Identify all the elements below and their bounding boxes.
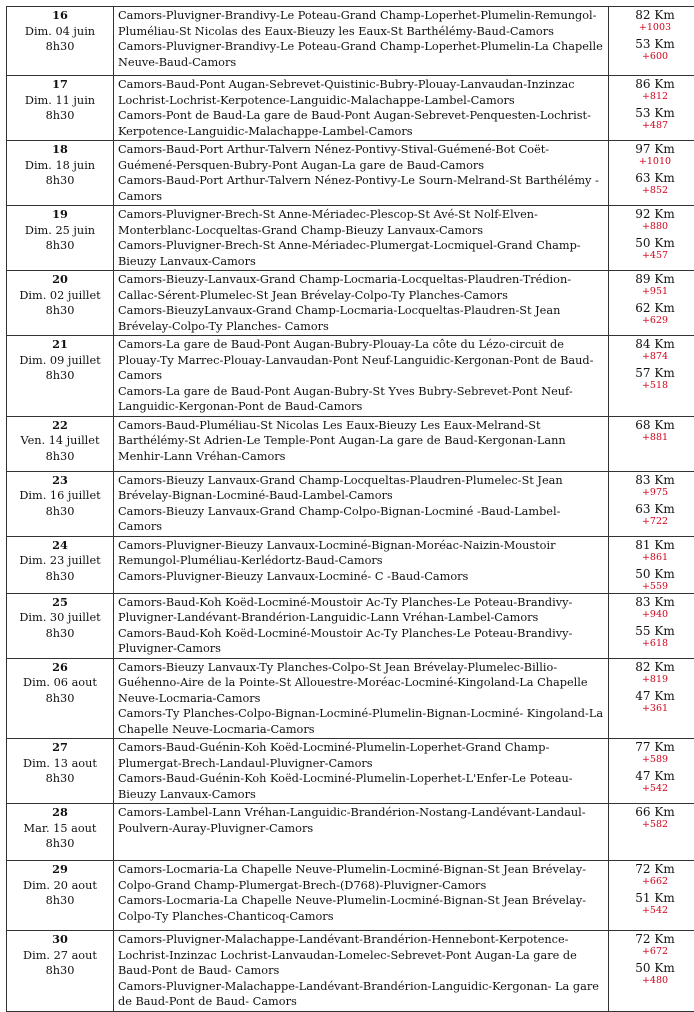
distance-cell [609, 336, 694, 417]
distance-km: 97 Km [613, 142, 694, 156]
table-row [7, 76, 694, 141]
outing-day: Dim. 04 juin [11, 24, 109, 40]
start-time: 8h30 [11, 39, 109, 55]
table-row [7, 804, 694, 861]
route-cell [114, 7, 609, 76]
route-long: Camors-Baud-Pont Augan-Sebrevet-Quistinic-Bubry-Plouay-Lanvaudan-Inzinzac Lochrist-Lochrist-Kerpotence-Languidic-Malachappe-Lambel-Camors [118, 77, 604, 108]
elevation-gain: +852 [613, 185, 694, 196]
outing-number: 22 [11, 418, 109, 434]
outing-number: 30 [11, 932, 109, 948]
elevation-gain: +940 [613, 609, 694, 620]
date-cell [7, 336, 114, 417]
outing-day: Dim. 23 juillet [11, 553, 109, 569]
distance-cell [609, 416, 694, 471]
distance-km: 84 Km [613, 337, 694, 351]
date-cell [7, 658, 114, 739]
start-time: 8h30 [11, 569, 109, 585]
route-short: Camors-Locmaria-La Chapelle Neuve-Plumelin-Locminé-Bignan-St Jean Brévelay-Colpo-Ty Planches-Chanticoq-Camors [118, 893, 604, 924]
route-cell [114, 336, 609, 417]
distance-km: 86 Km [613, 77, 694, 91]
route-cell [114, 416, 609, 471]
schedule-body [7, 7, 694, 1012]
distance-km: 50 Km [613, 567, 694, 581]
date-cell [7, 739, 114, 804]
date-cell [7, 471, 114, 536]
route-long: Camors-Pluvigner-Malachappe-Landévant-Brandérion-Hennebont-Kerpotence-Lochrist-Inzinzac Lochrist-Lanvaudan-Lomelec-Sebrevet-Pont Augan-La gare de Baud-Pont de Baud- Camors [118, 932, 604, 979]
date-cell [7, 206, 114, 271]
table-row [7, 861, 694, 931]
route-short: Camors-Pont de Baud-La gare de Baud-Pont Augan-Sebrevet-Penquesten-Lochrist-Kerpotence-Languidic-Malachappe-Lambel-Camors [118, 108, 604, 139]
route-long: Camors-Lambel-Lann Vréhan-Languidic-Brandérion-Nostang-Landévant-Landaul-Poulvern-Auray-Pluvigner-Camors [118, 805, 604, 836]
start-time: 8h30 [11, 963, 109, 979]
distance-km: 83 Km [613, 595, 694, 609]
route-long: Camors-Pluvigner-Bieuzy Lanvaux-Locminé-Bignan-Moréac-Naizin-Moustoir Remungol-Pluméliau-Kerlédortz-Baud-Camors [118, 538, 604, 569]
table-row [7, 931, 694, 1012]
route-short: Camors-Baud-Koh Koëd-Locminé-Moustoir Ac-Ty Planches-Le Poteau-Brandivy-Pluvigner-Camors [118, 626, 604, 657]
distance-km: 51 Km [613, 891, 694, 905]
outing-number: 16 [11, 8, 109, 24]
elevation-gain: +589 [613, 754, 694, 765]
route-long: Camors-Baud-Port Arthur-Talvern Nénez-Pontivy-Stival-Guémené-Bot Coët-Guémené-Persquen-Bubry-Pont Augan-La gare de Baud-Camors [118, 142, 604, 173]
table-row [7, 739, 694, 804]
outing-day: Ven. 14 juillet [11, 433, 109, 449]
route-long: Camors-Bieuzy Lanvaux-Grand Champ-Locqueltas-Plaudren-Plumelec-St Jean Brévelay-Bignan-Locminé-Baud-Lambel-Camors [118, 473, 604, 504]
date-cell [7, 271, 114, 336]
route-long: Camors-Baud-Guénin-Koh Koëd-Locminé-Plumelin-Loperhet-Grand Champ-Plumergat-Brech-Landaul-Pluvigner-Camors [118, 740, 604, 771]
route-long: Camors-Bieuzy-Lanvaux-Grand Champ-Locmaria-Locqueltas-Plaudren-Trédion-Callac-Sérent-Plumelec-St Jean Brévelay-Colpo-Ty Planches-Camors [118, 272, 604, 303]
elevation-gain: +975 [613, 487, 694, 498]
route-cell [114, 593, 609, 658]
date-cell [7, 804, 114, 861]
route-cell [114, 658, 609, 739]
elevation-gain: +672 [613, 946, 694, 957]
table-row [7, 7, 694, 76]
route-cell [114, 536, 609, 593]
outing-day: Dim. 11 juin [11, 93, 109, 109]
outing-day: Dim. 16 juillet [11, 488, 109, 504]
table-row [7, 536, 694, 593]
distance-cell [609, 861, 694, 931]
elevation-gain: +951 [613, 286, 694, 297]
distance-km: 62 Km [613, 301, 694, 315]
date-cell [7, 141, 114, 206]
table-row [7, 593, 694, 658]
outing-day: Dim. 06 aout [11, 675, 109, 691]
route-cell [114, 271, 609, 336]
distance-km: 63 Km [613, 171, 694, 185]
outing-day: Dim. 20 aout [11, 878, 109, 894]
elevation-gain: +361 [613, 703, 694, 714]
route-cell [114, 471, 609, 536]
date-cell [7, 536, 114, 593]
route-long: Camors-Locmaria-La Chapelle Neuve-Plumelin-Locminé-Bignan-St Jean Brévelay-Colpo-Grand Champ-Plumergat-Brech-(D768)-Pluvigner-Camors [118, 862, 604, 893]
distance-cell [609, 804, 694, 861]
start-time: 8h30 [11, 303, 109, 319]
table-row [7, 206, 694, 271]
distance-km: 55 Km [613, 624, 694, 638]
distance-km: 92 Km [613, 207, 694, 221]
table-row [7, 416, 694, 471]
distance-cell [609, 739, 694, 804]
elevation-gain: +819 [613, 674, 694, 685]
outing-number: 24 [11, 538, 109, 554]
outing-number: 21 [11, 337, 109, 353]
distance-cell [609, 931, 694, 1012]
date-cell [7, 76, 114, 141]
distance-km: 82 Km [613, 660, 694, 674]
elevation-gain: +487 [613, 120, 694, 131]
distance-km: 66 Km [613, 805, 694, 819]
start-time: 8h30 [11, 504, 109, 520]
distance-km: 53 Km [613, 106, 694, 120]
distance-cell [609, 536, 694, 593]
outing-day: Dim. 30 juillet [11, 610, 109, 626]
route-cell [114, 861, 609, 931]
route-short: Camors-Ty Planches-Colpo-Bignan-Locminé-Plumelin-Bignan-Locminé- Kingoland-La Chapelle Neuve-Locmaria-Camors [118, 706, 604, 737]
outing-number: 25 [11, 595, 109, 611]
distance-km: 83 Km [613, 473, 694, 487]
distance-km: 72 Km [613, 932, 694, 946]
outing-number: 23 [11, 473, 109, 489]
start-time: 8h30 [11, 238, 109, 254]
start-time: 8h30 [11, 108, 109, 124]
outing-day: Dim. 27 aout [11, 948, 109, 964]
table-row [7, 658, 694, 739]
elevation-gain: +518 [613, 380, 694, 391]
elevation-gain: +880 [613, 221, 694, 232]
route-long: Camors-Baud-Pluméliau-St Nicolas Les Eaux-Bieuzy Les Eaux-Melrand-St Barthélémy-St Adrien-Le Temple-Pont Augan-La gare de Baud-Kergonan-Lann Menhir-Lann Vréhan-Camors [118, 418, 604, 465]
outing-number: 17 [11, 77, 109, 93]
route-short: Camors-Baud-Port Arthur-Talvern Nénez-Pontivy-Le Sourn-Melrand-St Barthélémy -Camors [118, 173, 604, 204]
table-row [7, 471, 694, 536]
elevation-gain: +629 [613, 315, 694, 326]
route-short: Camors-Pluvigner-Bieuzy Lanvaux-Locminé- C -Baud-Camors [118, 569, 604, 585]
schedule-table [6, 6, 694, 1012]
outing-day: Mar. 15 aout [11, 821, 109, 837]
start-time: 8h30 [11, 893, 109, 909]
elevation-gain: +542 [613, 905, 694, 916]
route-long: Camors-Bieuzy Lanvaux-Ty Planches-Colpo-St Jean Brévelay-Plumelec-Billio-Guéhenno-Aire de la Pointe-St Allouestre-Moréac-Locminé-Kingoland-La Chapelle Neuve-Locmaria-Camors [118, 660, 604, 707]
distance-cell [609, 76, 694, 141]
distance-km: 89 Km [613, 272, 694, 286]
date-cell [7, 861, 114, 931]
distance-cell [609, 141, 694, 206]
elevation-gain: +542 [613, 783, 694, 794]
distance-km: 82 Km [613, 8, 694, 22]
start-time: 8h30 [11, 771, 109, 787]
distance-km: 77 Km [613, 740, 694, 754]
date-cell [7, 931, 114, 1012]
route-short: Camors-Pluvigner-Malachappe-Landévant-Brandérion-Languidic-Kergonan- La gare de Baud-Pont de Baud- Camors [118, 979, 604, 1010]
elevation-gain: +582 [613, 819, 694, 830]
route-short: Camors-Pluvigner-Brandivy-Le Poteau-Grand Champ-Loperhet-Plumelin-La Chapelle Neuve-Baud-Camors [118, 39, 604, 70]
elevation-gain: +861 [613, 552, 694, 563]
route-cell [114, 931, 609, 1012]
distance-cell [609, 206, 694, 271]
route-long: Camors-Pluvigner-Brandivy-Le Poteau-Grand Champ-Loperhet-Plumelin-Remungol-Pluméliau-St Nicolas des Eaux-Bieuzy les Eaux-St Barthélémy-Baud-Camors [118, 8, 604, 39]
route-cell [114, 206, 609, 271]
outing-number: 29 [11, 862, 109, 878]
elevation-gain: +600 [613, 51, 694, 62]
outing-number: 19 [11, 207, 109, 223]
distance-km: 63 Km [613, 502, 694, 516]
distance-km: 68 Km [613, 418, 694, 432]
date-cell [7, 7, 114, 76]
elevation-gain: +662 [613, 876, 694, 887]
outing-day: Dim. 18 juin [11, 158, 109, 174]
elevation-gain: +881 [613, 432, 694, 443]
elevation-gain: +812 [613, 91, 694, 102]
distance-km: 72 Km [613, 862, 694, 876]
route-long: Camors-La gare de Baud-Pont Augan-Bubry-Plouay-La côte du Lézo-circuit de Plouay-Ty Marrec-Plouay-Lanvaudan-Pont Neuf-Languidic-Kergonan-Pont de Baud-Camors [118, 337, 604, 384]
distance-cell [609, 593, 694, 658]
start-time: 8h30 [11, 368, 109, 384]
route-short: Camors-La gare de Baud-Pont Augan-Bubry-St Yves Bubry-Sebrevet-Pont Neuf-Languidic-Kergonan-Pont de Baud-Camors [118, 384, 604, 415]
table-row [7, 336, 694, 417]
table-row [7, 271, 694, 336]
outing-number: 18 [11, 142, 109, 158]
distance-km: 53 Km [613, 37, 694, 51]
distance-km: 50 Km [613, 236, 694, 250]
outing-number: 28 [11, 805, 109, 821]
route-long: Camors-Pluvigner-Brech-St Anne-Mériadec-Plescop-St Avé-St Nolf-Elven-Monterblanc-Locqueltas-Grand Champ-Bieuzy Lanvaux-Camors [118, 207, 604, 238]
route-cell [114, 804, 609, 861]
date-cell [7, 593, 114, 658]
elevation-gain: +457 [613, 250, 694, 261]
elevation-gain: +722 [613, 516, 694, 527]
route-cell [114, 739, 609, 804]
distance-cell [609, 658, 694, 739]
route-short: Camors-Bieuzy Lanvaux-Grand Champ-Colpo-Bignan-Locminé -Baud-Lambel-Camors [118, 504, 604, 535]
elevation-gain: +1003 [613, 22, 694, 33]
elevation-gain: +1010 [613, 156, 694, 167]
elevation-gain: +480 [613, 975, 694, 986]
distance-km: 50 Km [613, 961, 694, 975]
distance-cell [609, 271, 694, 336]
table-row [7, 141, 694, 206]
elevation-gain: +618 [613, 638, 694, 649]
start-time: 8h30 [11, 626, 109, 642]
outing-number: 26 [11, 660, 109, 676]
distance-cell [609, 7, 694, 76]
outing-day: Dim. 09 juillet [11, 353, 109, 369]
distance-km: 81 Km [613, 538, 694, 552]
distance-km: 57 Km [613, 366, 694, 380]
start-time: 8h30 [11, 836, 109, 852]
outing-day: Dim. 02 juillet [11, 288, 109, 304]
outing-day: Dim. 13 aout [11, 756, 109, 772]
start-time: 8h30 [11, 173, 109, 189]
route-short: Camors-Baud-Guénin-Koh Koëd-Locminé-Plumelin-Loperhet-L'Enfer-Le Poteau-Bieuzy Lanvaux-Camors [118, 771, 604, 802]
route-long: Camors-Baud-Koh Koëd-Locminé-Moustoir Ac-Ty Planches-Le Poteau-Brandivy-Pluvigner-Landévant-Brandérion-Languidic-Lann Vréhan-Lambel-Camors [118, 595, 604, 626]
route-cell [114, 76, 609, 141]
elevation-gain: +874 [613, 351, 694, 362]
outing-day: Dim. 25 juin [11, 223, 109, 239]
outing-number: 27 [11, 740, 109, 756]
outing-number: 20 [11, 272, 109, 288]
route-short: Camors-BieuzyLanvaux-Grand Champ-Locmaria-Locqueltas-Plaudren-St Jean Brévelay-Colpo-Ty Planches- Camors [118, 303, 604, 334]
distance-km: 47 Km [613, 689, 694, 703]
start-time: 8h30 [11, 449, 109, 465]
distance-km: 47 Km [613, 769, 694, 783]
distance-cell [609, 471, 694, 536]
route-cell [114, 141, 609, 206]
start-time: 8h30 [11, 691, 109, 707]
elevation-gain: +559 [613, 581, 694, 592]
route-short: Camors-Pluvigner-Brech-St Anne-Mériadec-Plumergat-Locmiquel-Grand Champ-Bieuzy Lanvaux-Camors [118, 238, 604, 269]
date-cell [7, 416, 114, 471]
